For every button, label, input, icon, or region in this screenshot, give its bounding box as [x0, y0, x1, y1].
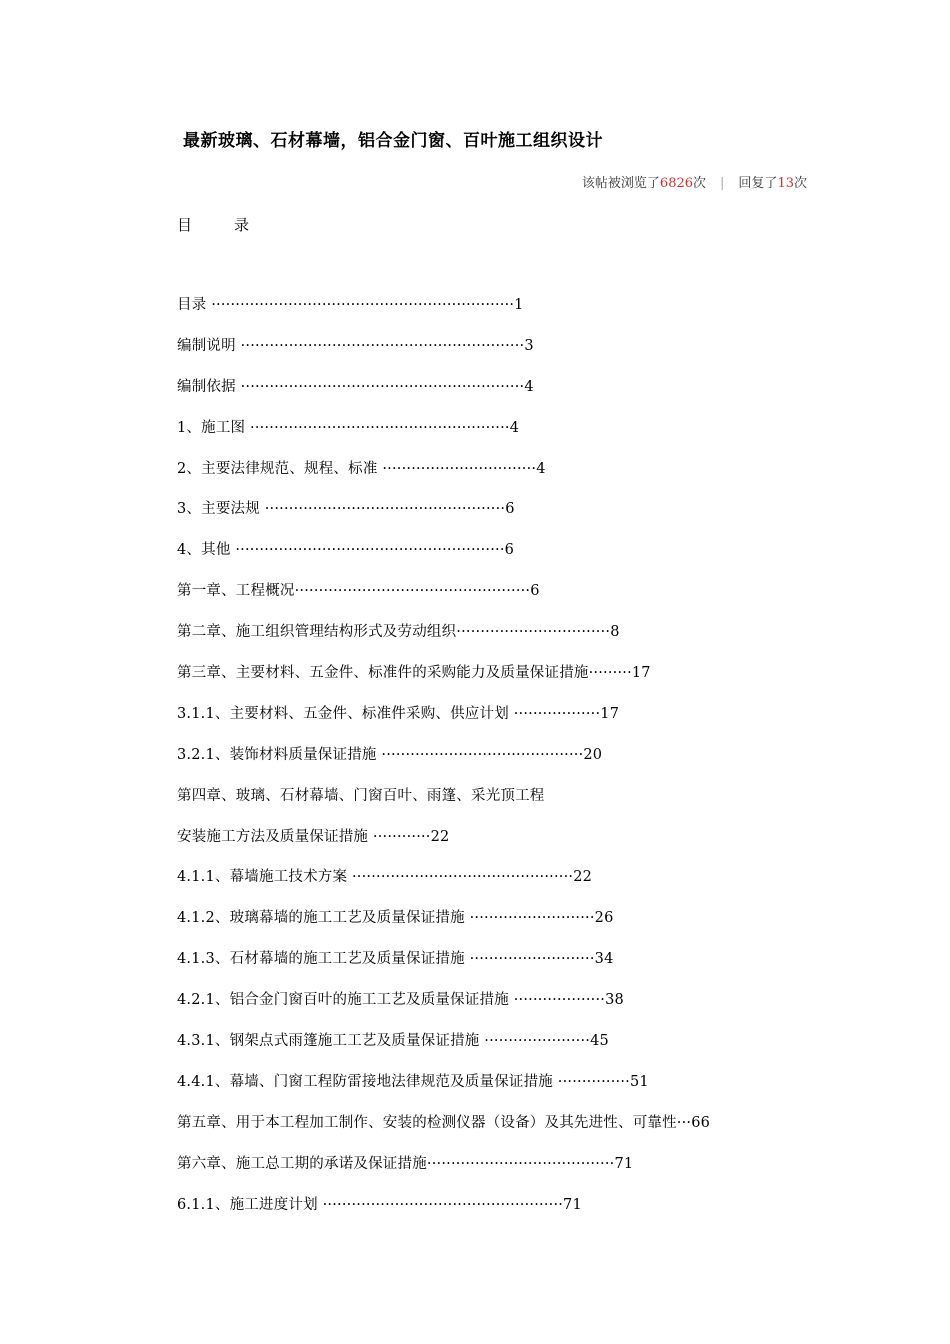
toc-entry: 1、施工图 ······················································4 [177, 419, 520, 436]
post-stats [582, 172, 807, 191]
toc-entry: 4.3.1、钢架点式雨篷施工工艺及质量保证措施 ······················45 [177, 1033, 609, 1050]
replies-count: 13 [777, 176, 794, 191]
views-suffix: 次 [693, 176, 707, 191]
toc-entry: 目录 ·······························································1 [177, 297, 524, 313]
replies-label: 回复了 [738, 176, 778, 191]
toc-entry: 编制依据 ···························································4 [177, 378, 534, 395]
toc-entry: 4.4.1、幕墙、门窗工程防雷接地法律规范及质量保证措施 ···············51 [177, 1073, 649, 1090]
toc-entry: 3、主要法规 ··················································6 [177, 501, 515, 518]
toc-entry: 3.2.1、装饰材料质量保证措施 ··········································20 [177, 746, 603, 763]
page-title: 最新玻璃、石材幕墙，铝合金门窗、百叶施工组织设计 [183, 131, 603, 151]
toc-entry: 3.1.1、主要材料、五金件、标准件采购、供应计划 ··················17 [177, 705, 620, 722]
toc-heading-left: 目 [177, 216, 193, 234]
toc-entry: 第一章、工程概况·················································6 [177, 583, 540, 600]
toc-entry: 4.1.3、石材幕墙的施工工艺及质量保证措施 ··························34 [177, 951, 614, 968]
toc-entry: 4.2.1、铝合金门窗百叶的施工工艺及质量保证措施 ···················38 [177, 992, 624, 1009]
toc-entry: 安装施工方法及质量保证措施 ············22 [177, 828, 450, 845]
stats-separator: | [720, 176, 725, 191]
toc-heading [177, 214, 249, 235]
toc-entry: 4.1.1、幕墙施工技术方案 ··············································22 [177, 869, 593, 886]
toc-entry: 6.1.1、施工进度计划 ··················································71 [177, 1196, 582, 1213]
toc-entry: 第六章、施工总工期的承诺及保证措施·······································71 [177, 1155, 634, 1172]
views-label: 该帖被浏览了 [581, 176, 660, 191]
views-count: 6826 [659, 176, 694, 191]
toc-entry: 编制说明 ···························································3 [177, 337, 534, 354]
replies-suffix: 次 [793, 176, 807, 191]
table-of-contents [177, 294, 817, 1234]
toc-entry: 第五章、用于本工程加工制作、安装的检测仪器（设备）及其先进性、可靠性···66 [177, 1114, 711, 1131]
toc-entry: 第二章、施工组织管理结构形式及劳动组织································8 [177, 624, 620, 641]
toc-entry: 2、主要法律规范、规程、标准 ································4 [177, 460, 546, 477]
toc-entry: 第四章、玻璃、石材幕墙、门窗百叶、雨篷、采光顶工程 [177, 787, 545, 804]
toc-entry: 第三章、主要材料、五金件、标准件的采购能力及质量保证措施·········17 [177, 665, 651, 682]
toc-entry: 4.1.2、玻璃幕墙的施工工艺及质量保证措施 ··························26 [177, 910, 614, 927]
toc-entry: 4、其他 ························································6 [177, 542, 515, 559]
toc-heading-right: 录 [234, 216, 250, 234]
